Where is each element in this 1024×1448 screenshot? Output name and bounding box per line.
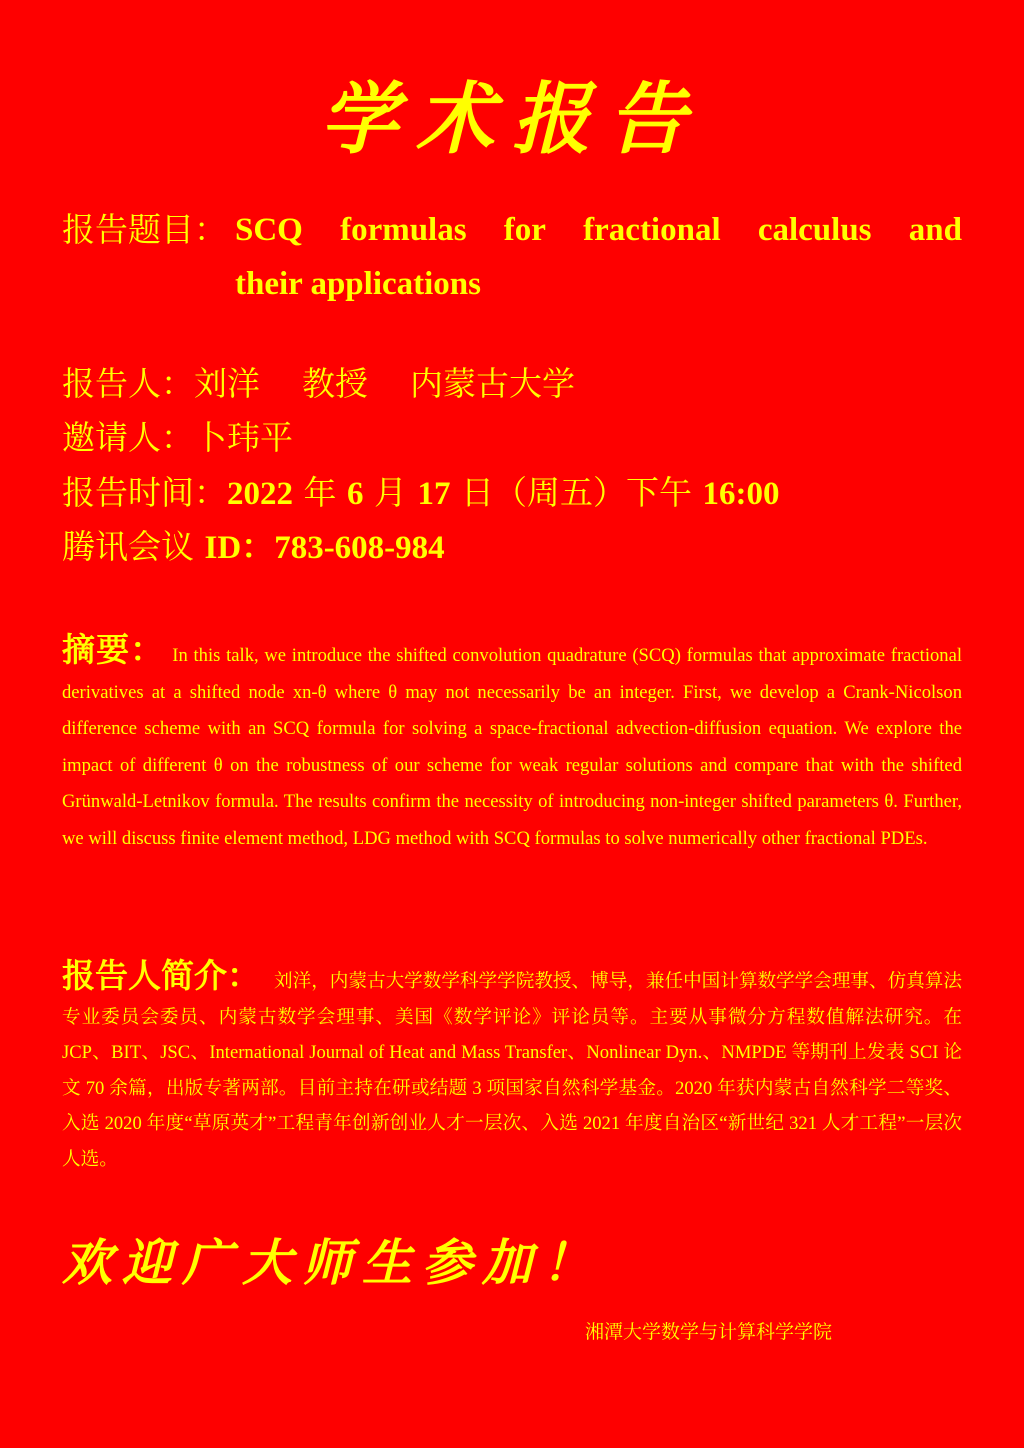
- topic-label: 报告题目：: [62, 210, 227, 249]
- speaker-name: 刘洋: [194, 364, 260, 403]
- time-month: 6: [347, 476, 364, 512]
- topic-word: for: [503, 212, 546, 248]
- time-month-unit: 月: [374, 473, 407, 512]
- speaker-label: 报告人：: [62, 364, 194, 403]
- speaker-bio-section: [62, 958, 962, 1178]
- meeting-id-label: ID：: [204, 530, 275, 566]
- meeting-label: 腾讯会议: [62, 527, 194, 566]
- meeting-id: 783-608-984: [274, 530, 445, 566]
- topic-word: fractional: [583, 212, 721, 248]
- topic-word: SCQ: [235, 212, 303, 248]
- speaker-row: [62, 364, 575, 404]
- bio-text: 刘洋，内蒙古大学数学科学学院教授、博导，兼任中国计算数学学会理事、仿真算法专业委员会委员、内蒙古数学会理事、美国《数学评论》评论员等。主要从事微分方程数值解法研究。在 JCP、BIT、JSC、International Journal of Heat and Mass Transfer、Nonlinear Dyn.、NMPDE 等期刊上发表 SCI 论文 70 余篇，出版专著两部。目前主持在研或结题 3 项国家自然科学基金。2020 年获内蒙古自然科学二等奖、入选 2020 年度“草原英才”工程青年创新创业人才一层次、入选 2021 年度自治区“新世纪 321 人才工程”一层次人选。: [62, 971, 962, 1170]
- bio-label: 报告人简介：: [62, 956, 261, 995]
- inviter-label: 邀请人：: [62, 418, 194, 457]
- time-clock: 16:00: [702, 476, 780, 512]
- topic-line-1: [235, 203, 962, 257]
- speaker-rank: 教授: [302, 364, 368, 403]
- abstract-label: 摘要：: [62, 630, 165, 669]
- organizer: 湘潭大学数学与计算科学学院: [585, 1321, 833, 1343]
- abstract-text: In this talk, we introduce the shifted convolution quadrature (SCQ) formulas that approximate fractional derivatives at a shifted node xn-θ where θ may not necessarily be an integer. First, we develop a Crank-Nicolson difference scheme with an SCQ formula for solving a space-fractional advection-diffusion equation. We explore the impact of different θ on the robustness of our scheme for weak regular solutions and compare that with the shifted Grünwald-Letnikov formula. The results confirm the necessity of introducing non-integer shifted parameters θ. Further, we will discuss finite element method, LDG method with SCQ formulas to solve numerically other fractional PDEs.: [62, 645, 963, 849]
- topic-word: and: [908, 212, 962, 248]
- time-year: 2022: [227, 476, 293, 512]
- topic-line-2: their applications: [235, 266, 482, 302]
- time-year-unit: 年: [303, 473, 337, 512]
- meeting-row: [62, 527, 445, 568]
- time-day-unit: 日（周五）下午: [461, 473, 692, 512]
- time-day: 17: [417, 476, 451, 512]
- topic-value: [235, 203, 962, 311]
- topic-word: formulas: [340, 212, 467, 248]
- speaker-affiliation: 内蒙古大学: [410, 364, 575, 403]
- welcome-slogan: 欢迎广大师生参加！: [62, 1233, 602, 1292]
- topic-word: calculus: [757, 212, 872, 248]
- talk-topic: [62, 203, 962, 311]
- abstract-section: [62, 632, 962, 858]
- time-label: 报告时间：: [62, 473, 227, 512]
- time-row: [62, 473, 780, 514]
- inviter-name: 卜玮平: [194, 418, 293, 457]
- inviter-row: [62, 418, 293, 458]
- poster-title: 学术报告: [319, 74, 704, 165]
